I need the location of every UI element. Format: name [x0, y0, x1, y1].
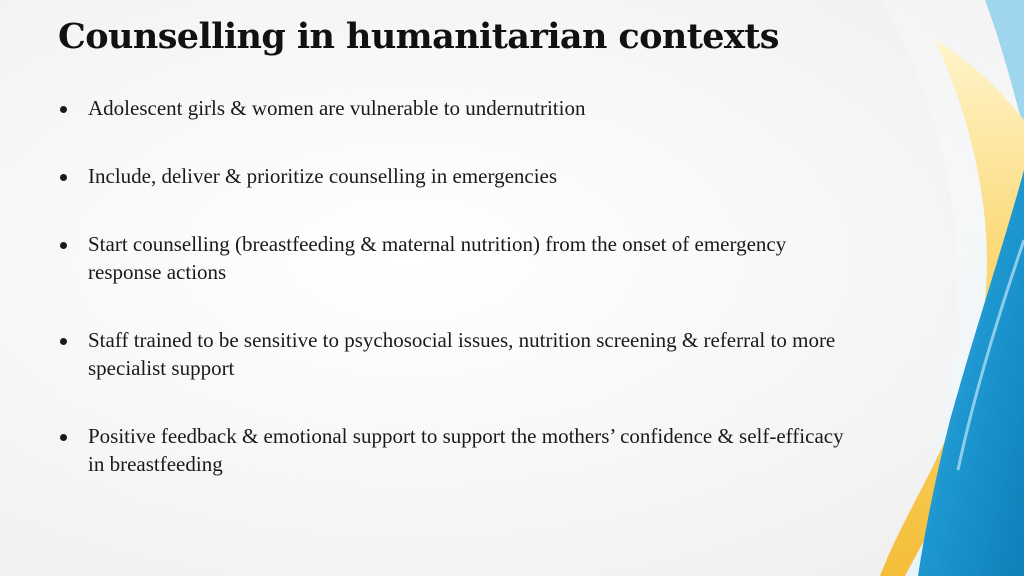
- bullet-item: [58, 162, 858, 190]
- bullet-item: [58, 422, 858, 478]
- bullet-list: [58, 94, 858, 518]
- bullet-text: Positive feedback & emotional support to support the mothers’ confidence & self-efficacy in breastfeeding: [88, 424, 844, 476]
- bullet-dot-icon: [60, 242, 67, 249]
- slide-title: Counselling in humanitarian contexts: [58, 16, 779, 57]
- bullet-item: [58, 94, 858, 122]
- bullet-dot-icon: [60, 434, 67, 441]
- bullet-text: Include, deliver & prioritize counselling in emergencies: [88, 164, 558, 188]
- bullet-item: [58, 326, 858, 382]
- bullet-item: [58, 230, 858, 286]
- bullet-dot-icon: [60, 338, 67, 345]
- bullet-dot-icon: [60, 174, 67, 181]
- bullet-text: Staff trained to be sensitive to psychosocial issues, nutrition screening & referral to more specialist support: [88, 328, 836, 380]
- bullet-dot-icon: [60, 106, 67, 113]
- bullet-text: Start counselling (breastfeeding & maternal nutrition) from the onset of emergency response actions: [88, 232, 787, 284]
- bullet-text: Adolescent girls & women are vulnerable to undernutrition: [88, 96, 586, 120]
